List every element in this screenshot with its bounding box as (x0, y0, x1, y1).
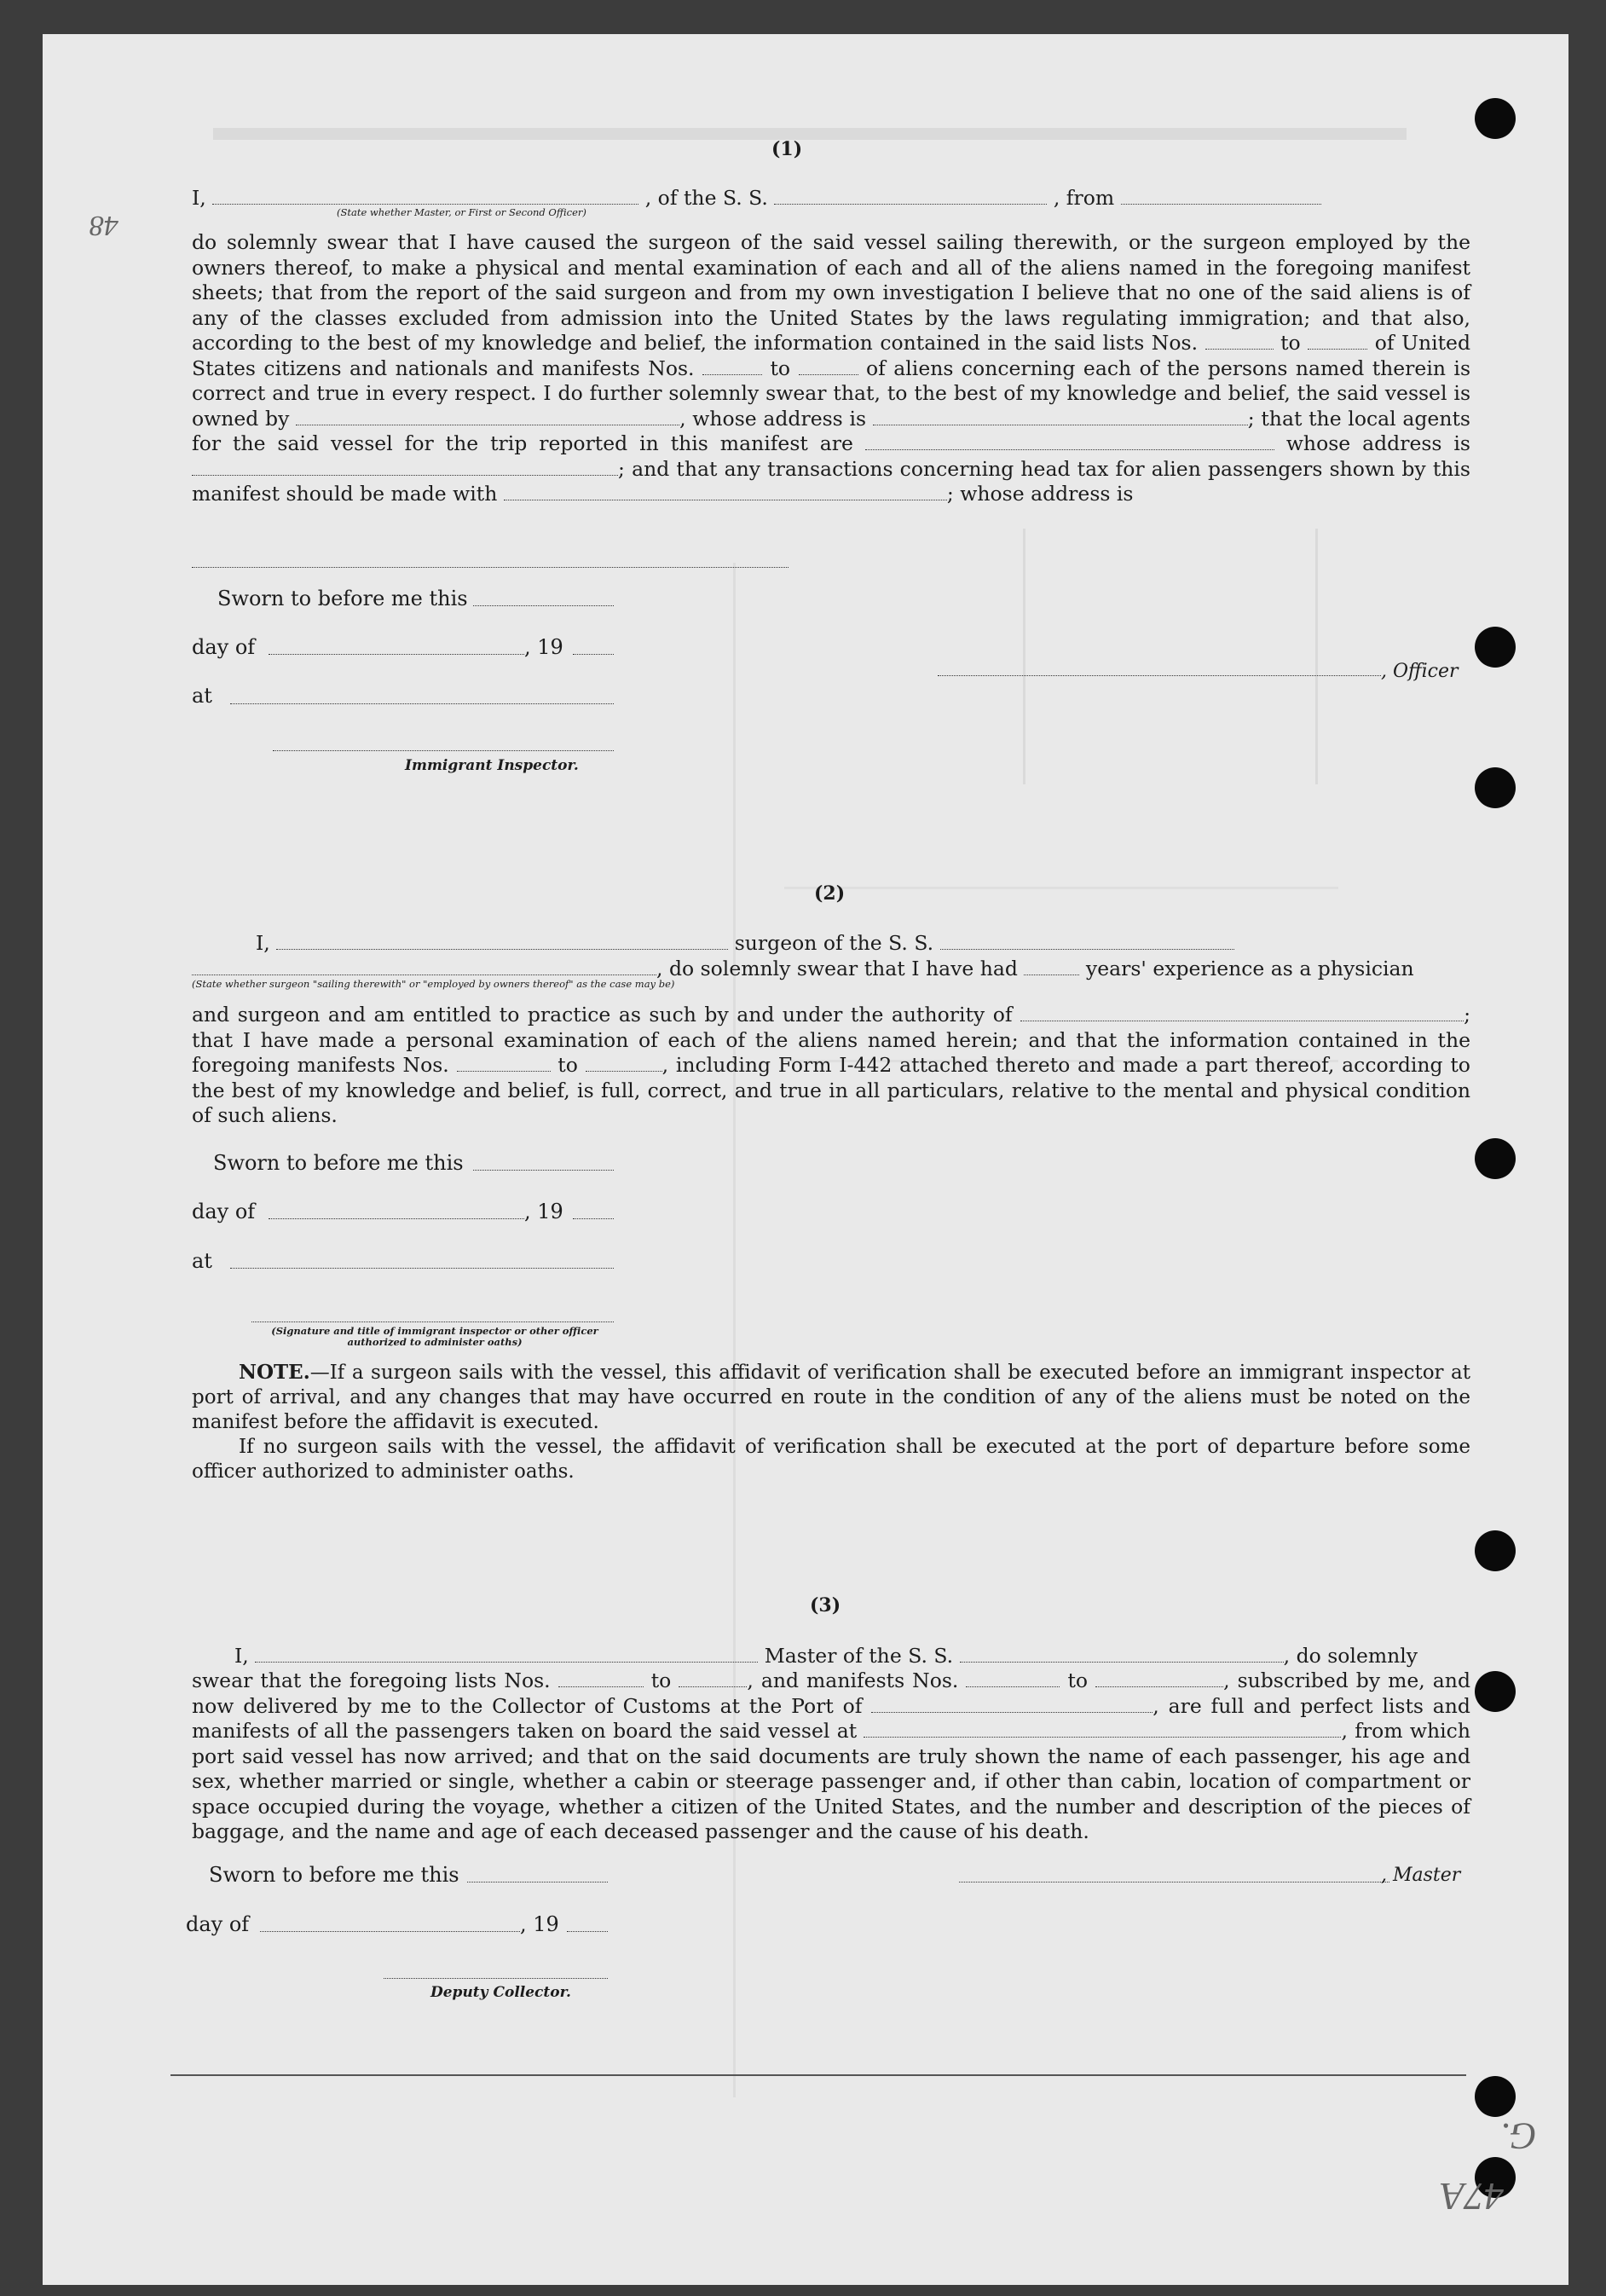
section3-body: swear that the foregoing lists Nos. to , and manifests Nos. to , subscribed by me, and now delivered by me to the Collector of Customs at the Port of , are full and perfect lists and manifests of all the passengers taken on board the said vessel at , from which port said vessel has now arrived; and that on the said documents are truly shown the name of each passenger, his age and sex, whether married or single, whether a cabin or steerage passenger and, if other than cabin, location of compartment or space occupied during the voyage, whether a citizen of the United States, and the number and description of the pieces of baggage, and the name and age of each deceased passenger and the cause of his death. (192, 1669, 1470, 1843)
sworn-label: Sworn to before me this (209, 1863, 459, 1887)
label: I, (192, 186, 206, 210)
lists-to-field-3[interactable] (679, 1671, 747, 1687)
vessel-name-field[interactable] (774, 188, 1047, 205)
embark-port-field[interactable] (864, 1721, 1341, 1738)
label: , from (1053, 186, 1115, 210)
section-number: (1) (771, 138, 803, 160)
collector-line (384, 1978, 608, 1979)
sworn-label: Sworn to before me this (213, 1151, 464, 1175)
lists-from-field[interactable] (1205, 333, 1274, 350)
port-field[interactable] (871, 1697, 1153, 1713)
year-label: , 19 (520, 1912, 559, 1936)
years-field[interactable] (1024, 959, 1079, 975)
officer-label: , Officer (1381, 661, 1459, 682)
month-line (269, 1218, 524, 1219)
section2-header-line: I, surgeon of the S. S. (192, 931, 1470, 957)
at-label: at (192, 684, 212, 708)
year-line (573, 1218, 614, 1219)
manifests-to-field-3[interactable] (1095, 1671, 1223, 1687)
manifests-from-field-2[interactable] (457, 1055, 551, 1072)
surgeon-name-field[interactable] (276, 934, 728, 950)
note-paragraph: NOTE.—If a surgeon sails with the vessel, this affidavit of verification shall be executed before an immigrant inspector at port of arrival, and any changes that may have occurred en route in the condition of any of the aliens must be noted on the manifest before the affidavit is executed. (192, 1361, 1470, 1433)
divider-line (170, 2074, 1466, 2076)
section3-header-line: I, Master of the S. S. , do solemnly (234, 1644, 1418, 1668)
address-line (192, 567, 789, 568)
agents-address-field[interactable] (192, 460, 618, 476)
bleed-through (597, 563, 736, 2097)
day-of-label: day of (186, 1912, 250, 1936)
punch-hole (1475, 767, 1516, 808)
day-of-label: day of (192, 635, 256, 659)
bleed-through (1023, 529, 1318, 784)
punch-hole (1475, 1671, 1516, 1712)
inspector-line (273, 750, 614, 751)
handwritten-mark: 47A (1441, 2175, 1505, 2218)
agents-field[interactable] (865, 434, 1274, 450)
punch-hole (1475, 627, 1516, 668)
owner-address-field[interactable] (873, 409, 1248, 425)
field-hint: (State whether Master, or First or Second Officer) (337, 206, 586, 218)
label: , of the S. S. (644, 186, 768, 210)
inspector-caption: Immigrant Inspector. (405, 757, 579, 774)
master-label: , Master (1381, 1865, 1461, 1886)
authority-field[interactable] (1020, 1005, 1464, 1021)
day-of-label: day of (192, 1200, 256, 1223)
officer-signature-line (938, 675, 1381, 676)
lists-from-field-3[interactable] (558, 1671, 644, 1687)
master-name-field[interactable] (212, 188, 638, 205)
handwritten-mark: G. (1500, 2115, 1537, 2157)
field-hint: (State whether surgeon "sailing therewith" or "employed by owners thereof" as the case may be) (192, 978, 675, 990)
vessel-name-field-2[interactable] (940, 934, 1234, 950)
surgeon-status-field[interactable] (192, 959, 656, 975)
month-line (269, 654, 524, 655)
signature-caption: (Signature and title of immigrant inspector or other officer authorized to administer oaths) (271, 1325, 598, 1348)
section-number: (3) (810, 1594, 841, 1616)
collector-caption: Deputy Collector. (430, 1984, 571, 2001)
section2-line2: , do solemnly swear that I have had years' experience as a physician (192, 957, 1470, 982)
sworn-label: Sworn to before me this (217, 587, 468, 610)
document-page (43, 34, 1568, 2285)
punch-hole (1475, 2076, 1516, 2117)
bleed-through (213, 128, 1407, 165)
note-paragraph-2: If no surgeon sails with the vessel, the affidavit of verification shall be executed at the port of departure before some officer authorized to administer oaths. (192, 1436, 1470, 1483)
vessel-name-field-3[interactable] (960, 1646, 1284, 1663)
month-line (260, 1931, 520, 1932)
at-label: at (192, 1249, 212, 1273)
section-number: (2) (814, 882, 846, 905)
manifests-from-field-3[interactable] (966, 1671, 1060, 1687)
section1-body: do solemnly swear that I have caused the surgeon of the said vessel sailing therewith, or the surgeon employed by the owners thereof, to make a physical and mental examination of each and all of the aliens named in the foregoing manifest sheets; that from the report of the said surgeon and from my own investigation I believe that no one of the said aliens is of any of the classes excluded from admission into the United States by the laws regulating immigration; and that also, according to the best of my knowledge and belief, the information contained in the said lists Nos. to of United States citizens and nationals and manifests Nos. to of aliens concerning each of the persons named therein is correct and true in every respect. I do further solemnly swear that, to the best of my knowledge and belief, the said vessel is owned by , whose address is ; that the local agents for the said vessel for the trip reported in this manifest are whose address is ; and that any transactions concerning head tax for alien passengers shown by this manifest should be made with ; whose address is (192, 230, 1470, 506)
punch-hole (1475, 1138, 1516, 1179)
owner-field[interactable] (296, 409, 679, 425)
year-label: , 19 (524, 635, 563, 659)
sworn-date-line (473, 1170, 614, 1171)
section2-body: and surgeon and am entitled to practice as such by and under the authority of ; that I have made a personal examination of each of the aliens named herein; and that the information contained in the foregoing manifests Nos. to , including Form I-442 attached thereto and made a part thereof, according to the best of my knowledge and belief, is full, correct, and true in all particulars, relative to the mental and physical condition of such aliens. (192, 1003, 1470, 1127)
place-line (230, 1268, 614, 1269)
year-label: , 19 (524, 1200, 563, 1223)
master-name-field-2[interactable] (255, 1646, 758, 1663)
departure-port-field[interactable] (1121, 188, 1321, 205)
punch-hole (1475, 1530, 1516, 1571)
head-tax-agent-field[interactable] (504, 484, 947, 500)
year-line (567, 1931, 608, 1932)
punch-hole (1475, 98, 1516, 139)
sworn-date-line (473, 605, 614, 606)
lists-to-field[interactable] (1308, 333, 1367, 350)
handwritten-number: 48 (90, 210, 118, 241)
manifests-to-field-2[interactable] (586, 1055, 662, 1072)
year-line (573, 654, 614, 655)
manifests-from-field[interactable] (702, 359, 762, 375)
manifests-to-field[interactable] (799, 359, 858, 375)
place-line (230, 703, 614, 704)
